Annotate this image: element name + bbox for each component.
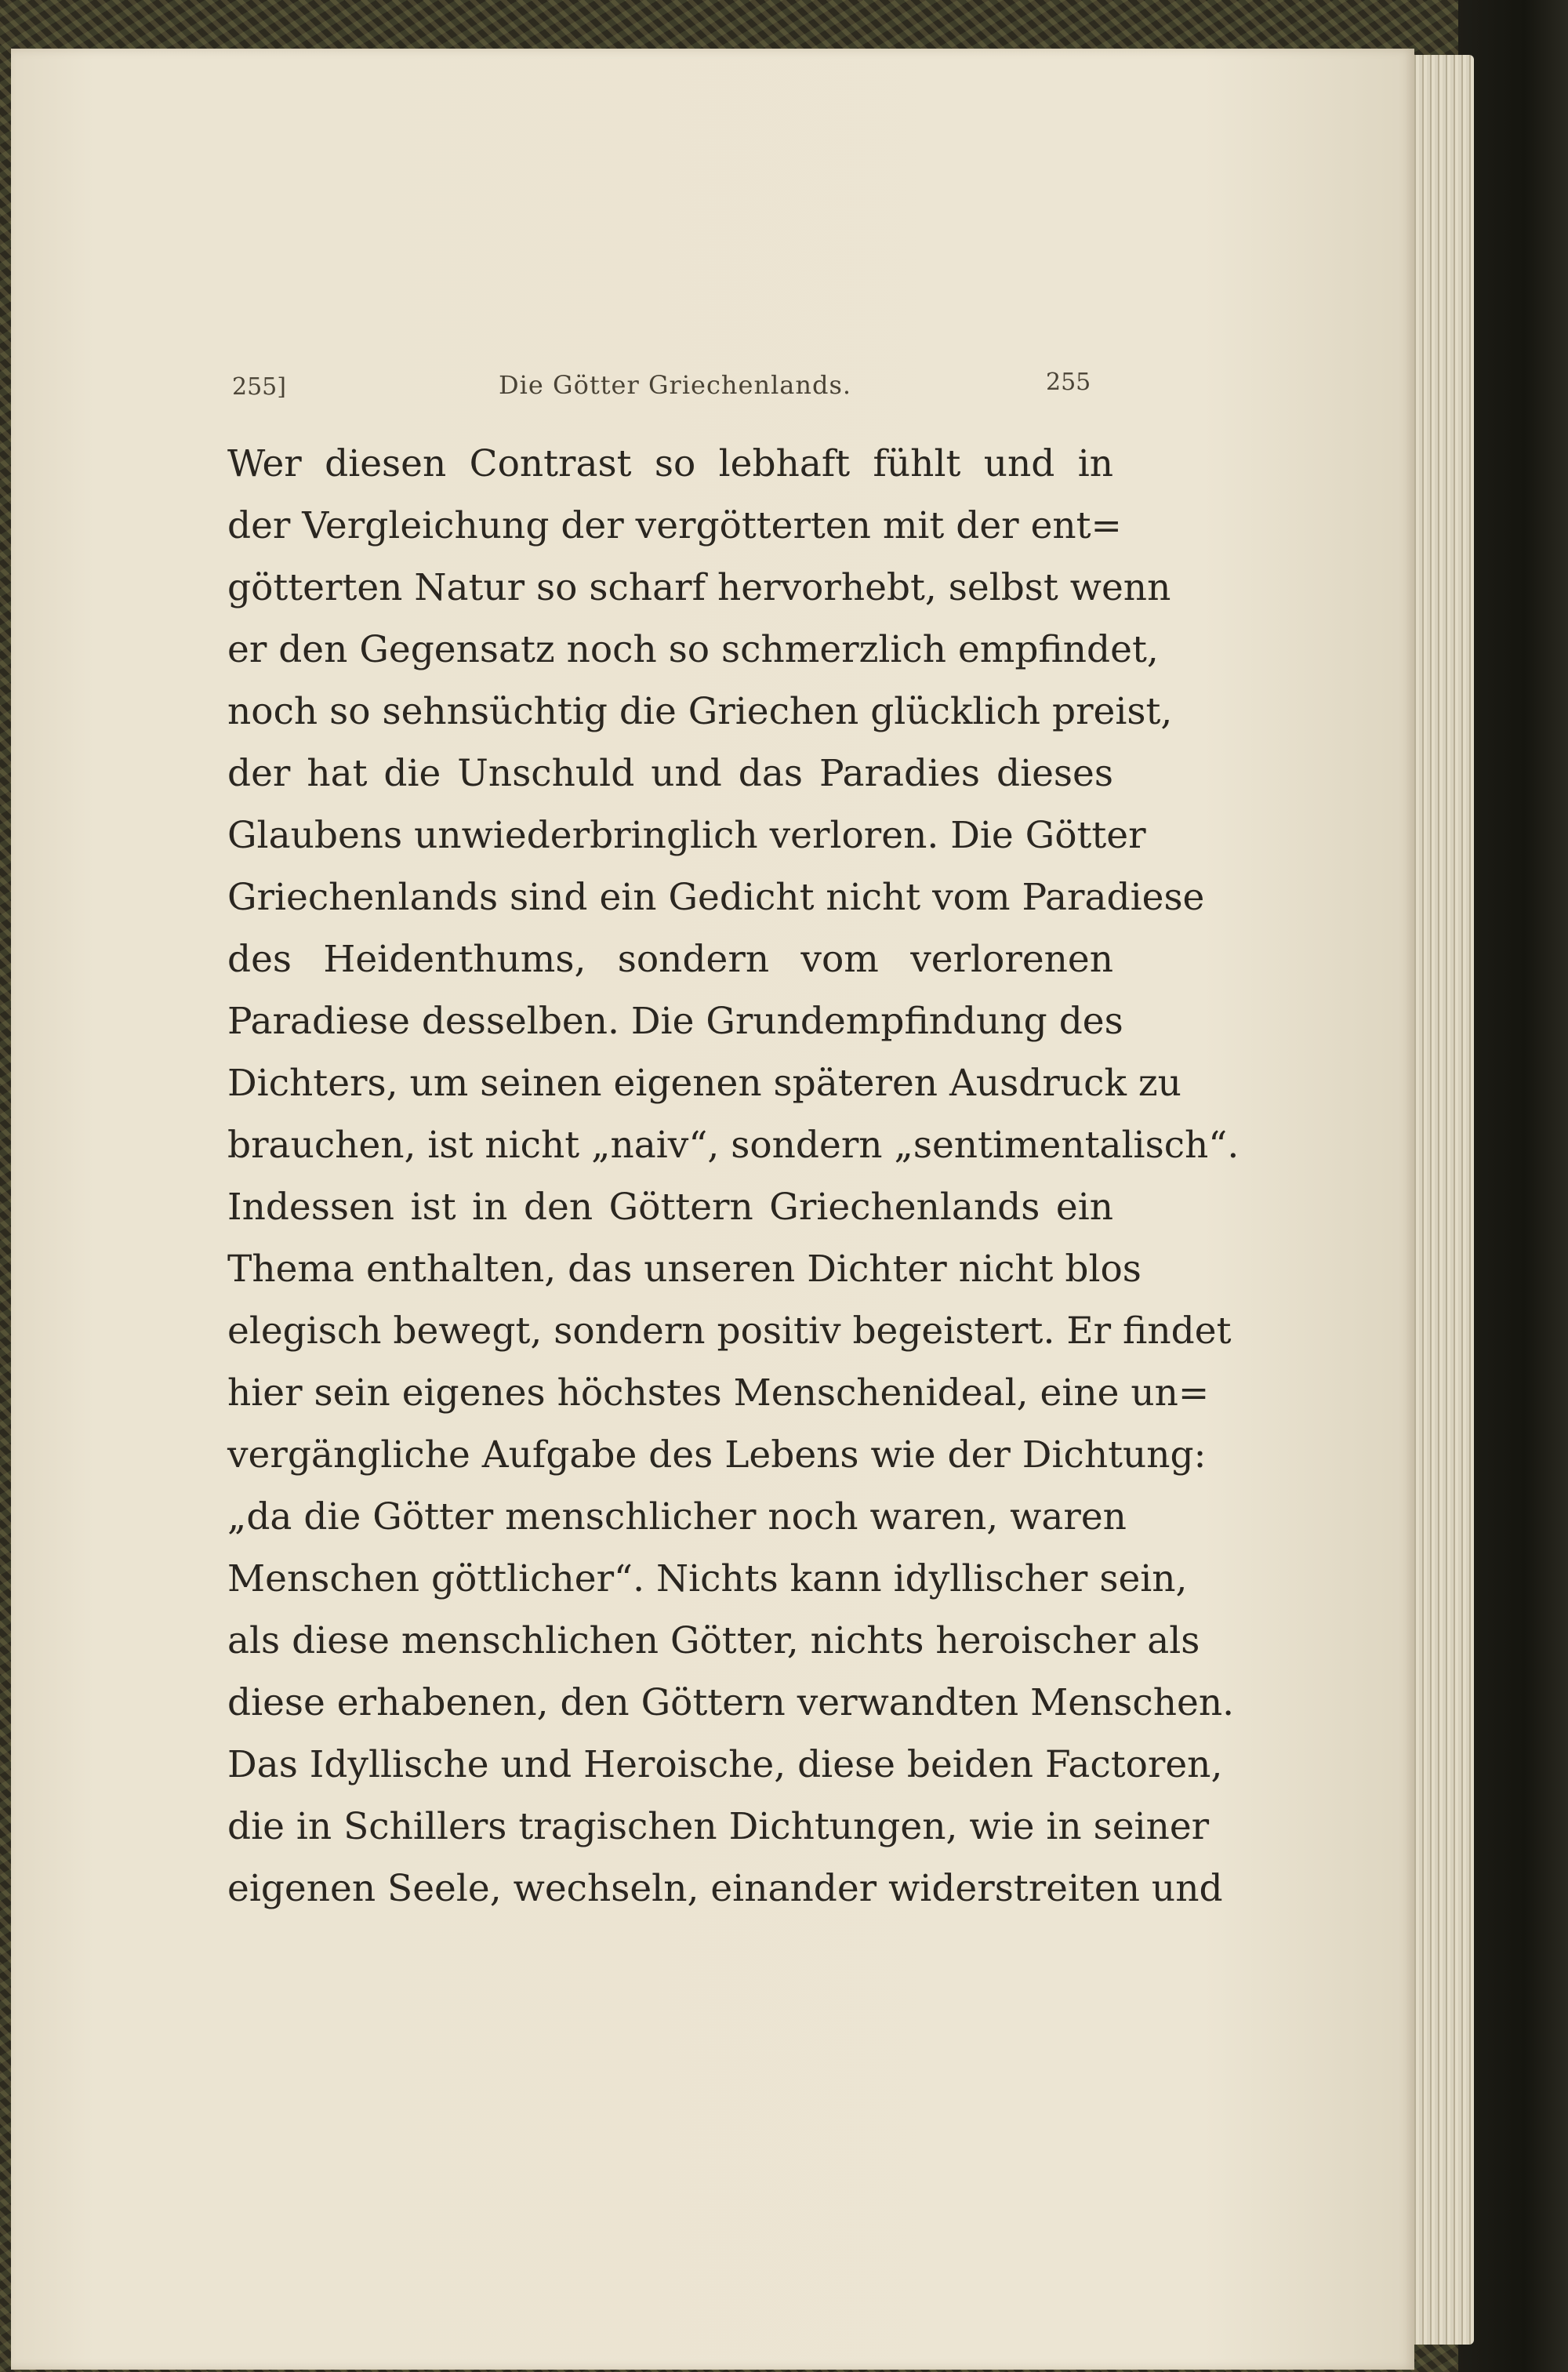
page-number: 255	[1046, 369, 1091, 396]
header-folio-left: 255]	[232, 373, 286, 401]
text-line: Indessen ist in den Göttern Griechenlands ein	[227, 1186, 1113, 1229]
text-line: er den Gegensatz noch so schmerzlich empfindet,	[227, 628, 1159, 671]
text-line: Dichters, um seinen eigenen späteren Ausdruck zu	[227, 1062, 1181, 1105]
text-line: hier sein eigenes höchstes Menschenideal, eine un=	[227, 1371, 1210, 1415]
text-line: Thema enthalten, das unseren Dichter nicht blos	[227, 1248, 1142, 1291]
text-line: Menschen göttlicher“. Nichts kann idyllischer sein,	[227, 1557, 1188, 1600]
book-spine-edge	[1458, 0, 1568, 2372]
text-line: des Heidenthums, sondern vom verlorenen	[227, 938, 1113, 981]
text-line: Glaubens unwiederbringlich verloren. Die Götter	[227, 814, 1146, 857]
text-line: Griechenlands sind ein Gedicht nicht vom Paradiese	[227, 876, 1205, 919]
header-title: Die Götter Griechenlands.	[499, 370, 852, 400]
text-line: Paradiese desselben. Die Grundempfindung des	[227, 1000, 1123, 1043]
text-line: götterten Natur so scharf hervorhebt, selbst wenn	[227, 566, 1171, 609]
text-line: Das Idyllische und Heroische, diese beiden Factoren,	[227, 1743, 1223, 1786]
text-line: noch so sehnsüchtig die Griechen glücklich preist,	[227, 690, 1173, 733]
text-line: elegisch bewegt, sondern positiv begeistert. Er findet	[227, 1310, 1232, 1353]
text-line: vergängliche Aufgabe des Lebens wie der Dichtung:	[227, 1433, 1207, 1477]
text-line: diese erhabenen, den Göttern verwandten Menschen.	[227, 1681, 1235, 1724]
text-line: als diese menschlichen Götter, nichts heroischer als	[227, 1619, 1200, 1662]
text-line: „da die Götter menschlicher noch waren, waren	[227, 1495, 1127, 1538]
text-line: Wer diesen Contrast so lebhaft fühlt und in	[227, 442, 1113, 485]
running-header	[232, 369, 1094, 408]
text-line: brauchen, ist nicht „naiv“, sondern „sentimentalisch“.	[227, 1124, 1240, 1167]
text-line: der Vergleichung der vergötterten mit der ent=	[227, 504, 1122, 547]
text-line: die in Schillers tragischen Dichtungen, wie in seiner	[227, 1805, 1210, 1848]
text-line: der hat die Unschuld und das Paradies dieses	[227, 752, 1113, 795]
text-line: eigenen Seele, wechseln, einander widerstreiten und	[227, 1867, 1223, 1910]
body-text	[227, 433, 1240, 1920]
